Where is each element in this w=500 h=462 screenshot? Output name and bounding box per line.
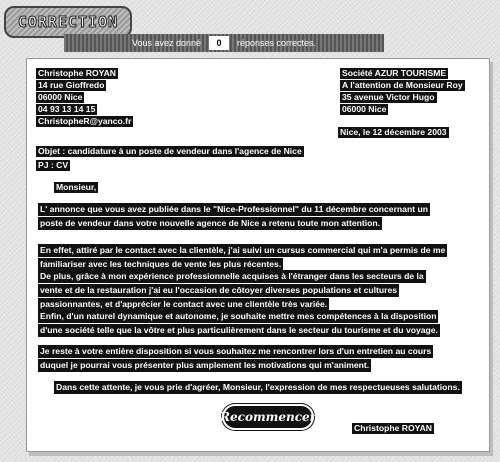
letter-date: [338, 127, 449, 139]
paragraph-line: De plus, grâce à mon expérience professionnelle acquises à l'étranger dans les secteurs de la: [40, 271, 424, 281]
letter-attachment: [36, 160, 70, 172]
paragraph-1: [38, 203, 478, 231]
restart-button[interactable]: [222, 404, 314, 430]
subject-text: Objet : candidature à un poste de vendeur dans l'agence de Nice: [38, 146, 302, 156]
paragraph-line: poste de vendeur dans votre nouvelle agence de Nice a retenu toute mon attention.: [40, 218, 381, 228]
sender-line: ChristopheR@yanco.fr: [38, 116, 132, 126]
paragraph-line: passionnantes, et d'apprécier le contact avec une clientèle très variée.: [40, 299, 328, 309]
paragraph-line: Dans cette attente, je vous prie d'agréer, Monsieur, l'expression de mes respectueuses salutations.: [56, 382, 460, 392]
recipient-address: [340, 68, 465, 116]
paragraph-line: L' annonce que vous avez publiée dans le "Nice-Professionnel" du 11 décembre concernant un: [40, 204, 428, 214]
paragraph-line: En effet, attiré par le contact avec la clientèle, j'ai suivi un cursus commercial qui m'a permis de me: [40, 245, 446, 255]
score-value: 0: [209, 36, 229, 50]
page-title: CORRECTION: [17, 13, 119, 31]
score-suffix: réponses correctes.: [237, 38, 317, 48]
salutation-text: Monsieur,: [56, 182, 97, 192]
paragraph-line: d'une société telle que la vôtre et plus particulièrement dans le secteur du tourisme et du voyage.: [40, 325, 438, 335]
paragraph-line: vente et de la restauration j'ai eu l'occasion de côtoyer diverses populations et cultures: [40, 285, 398, 295]
paragraph-line: Je reste à votre entière disposition si vous souhaitez me rencontrer lors d'un entretien au cours: [40, 346, 432, 356]
score-bar: [64, 34, 384, 52]
paragraph-line: Enfin, d'un naturel dynamique et autonome, je souhaite mettre mes compétences à la disposition: [40, 311, 437, 321]
recipient-line: A l'attention de Monsieur Roy: [342, 80, 463, 90]
recipient-line: 06000 Nice: [342, 104, 387, 114]
attachment-text: PJ : CV: [38, 160, 69, 170]
recipient-line: 35 avenue Victor Hugo: [342, 92, 435, 102]
paragraph-2: [38, 244, 478, 272]
paragraph-4: [38, 310, 478, 338]
sender-line: 14 rue Gioffredo: [38, 80, 105, 90]
restart-button-label: Recommencer: [220, 410, 316, 424]
date-text: Nice, le 12 décembre 2003: [340, 127, 447, 137]
signature-text: Christophe ROYAN: [354, 423, 432, 433]
sender-line: 04 93 13 14 15: [38, 104, 96, 114]
recipient-line: Société AZUR TOURISME: [342, 68, 447, 78]
paragraph-6: [54, 381, 494, 395]
letter-salutation: [54, 182, 98, 194]
sender-address: [36, 68, 133, 128]
paragraph-line: familiariser avec les techniques de vente les plus récentes.: [40, 259, 282, 269]
paragraph-line: duquel je pourrai vous présenter plus amplement les motivations qui m'animent.: [40, 360, 370, 370]
sender-line: Christophe ROYAN: [38, 68, 116, 78]
letter-subject: [36, 146, 304, 158]
letter-signature: [352, 423, 434, 435]
paragraph-5: [38, 345, 478, 373]
score-prefix: Vous avez donné: [131, 38, 201, 48]
sender-line: 06000 Nice: [38, 92, 83, 102]
paragraph-3: [38, 270, 478, 312]
